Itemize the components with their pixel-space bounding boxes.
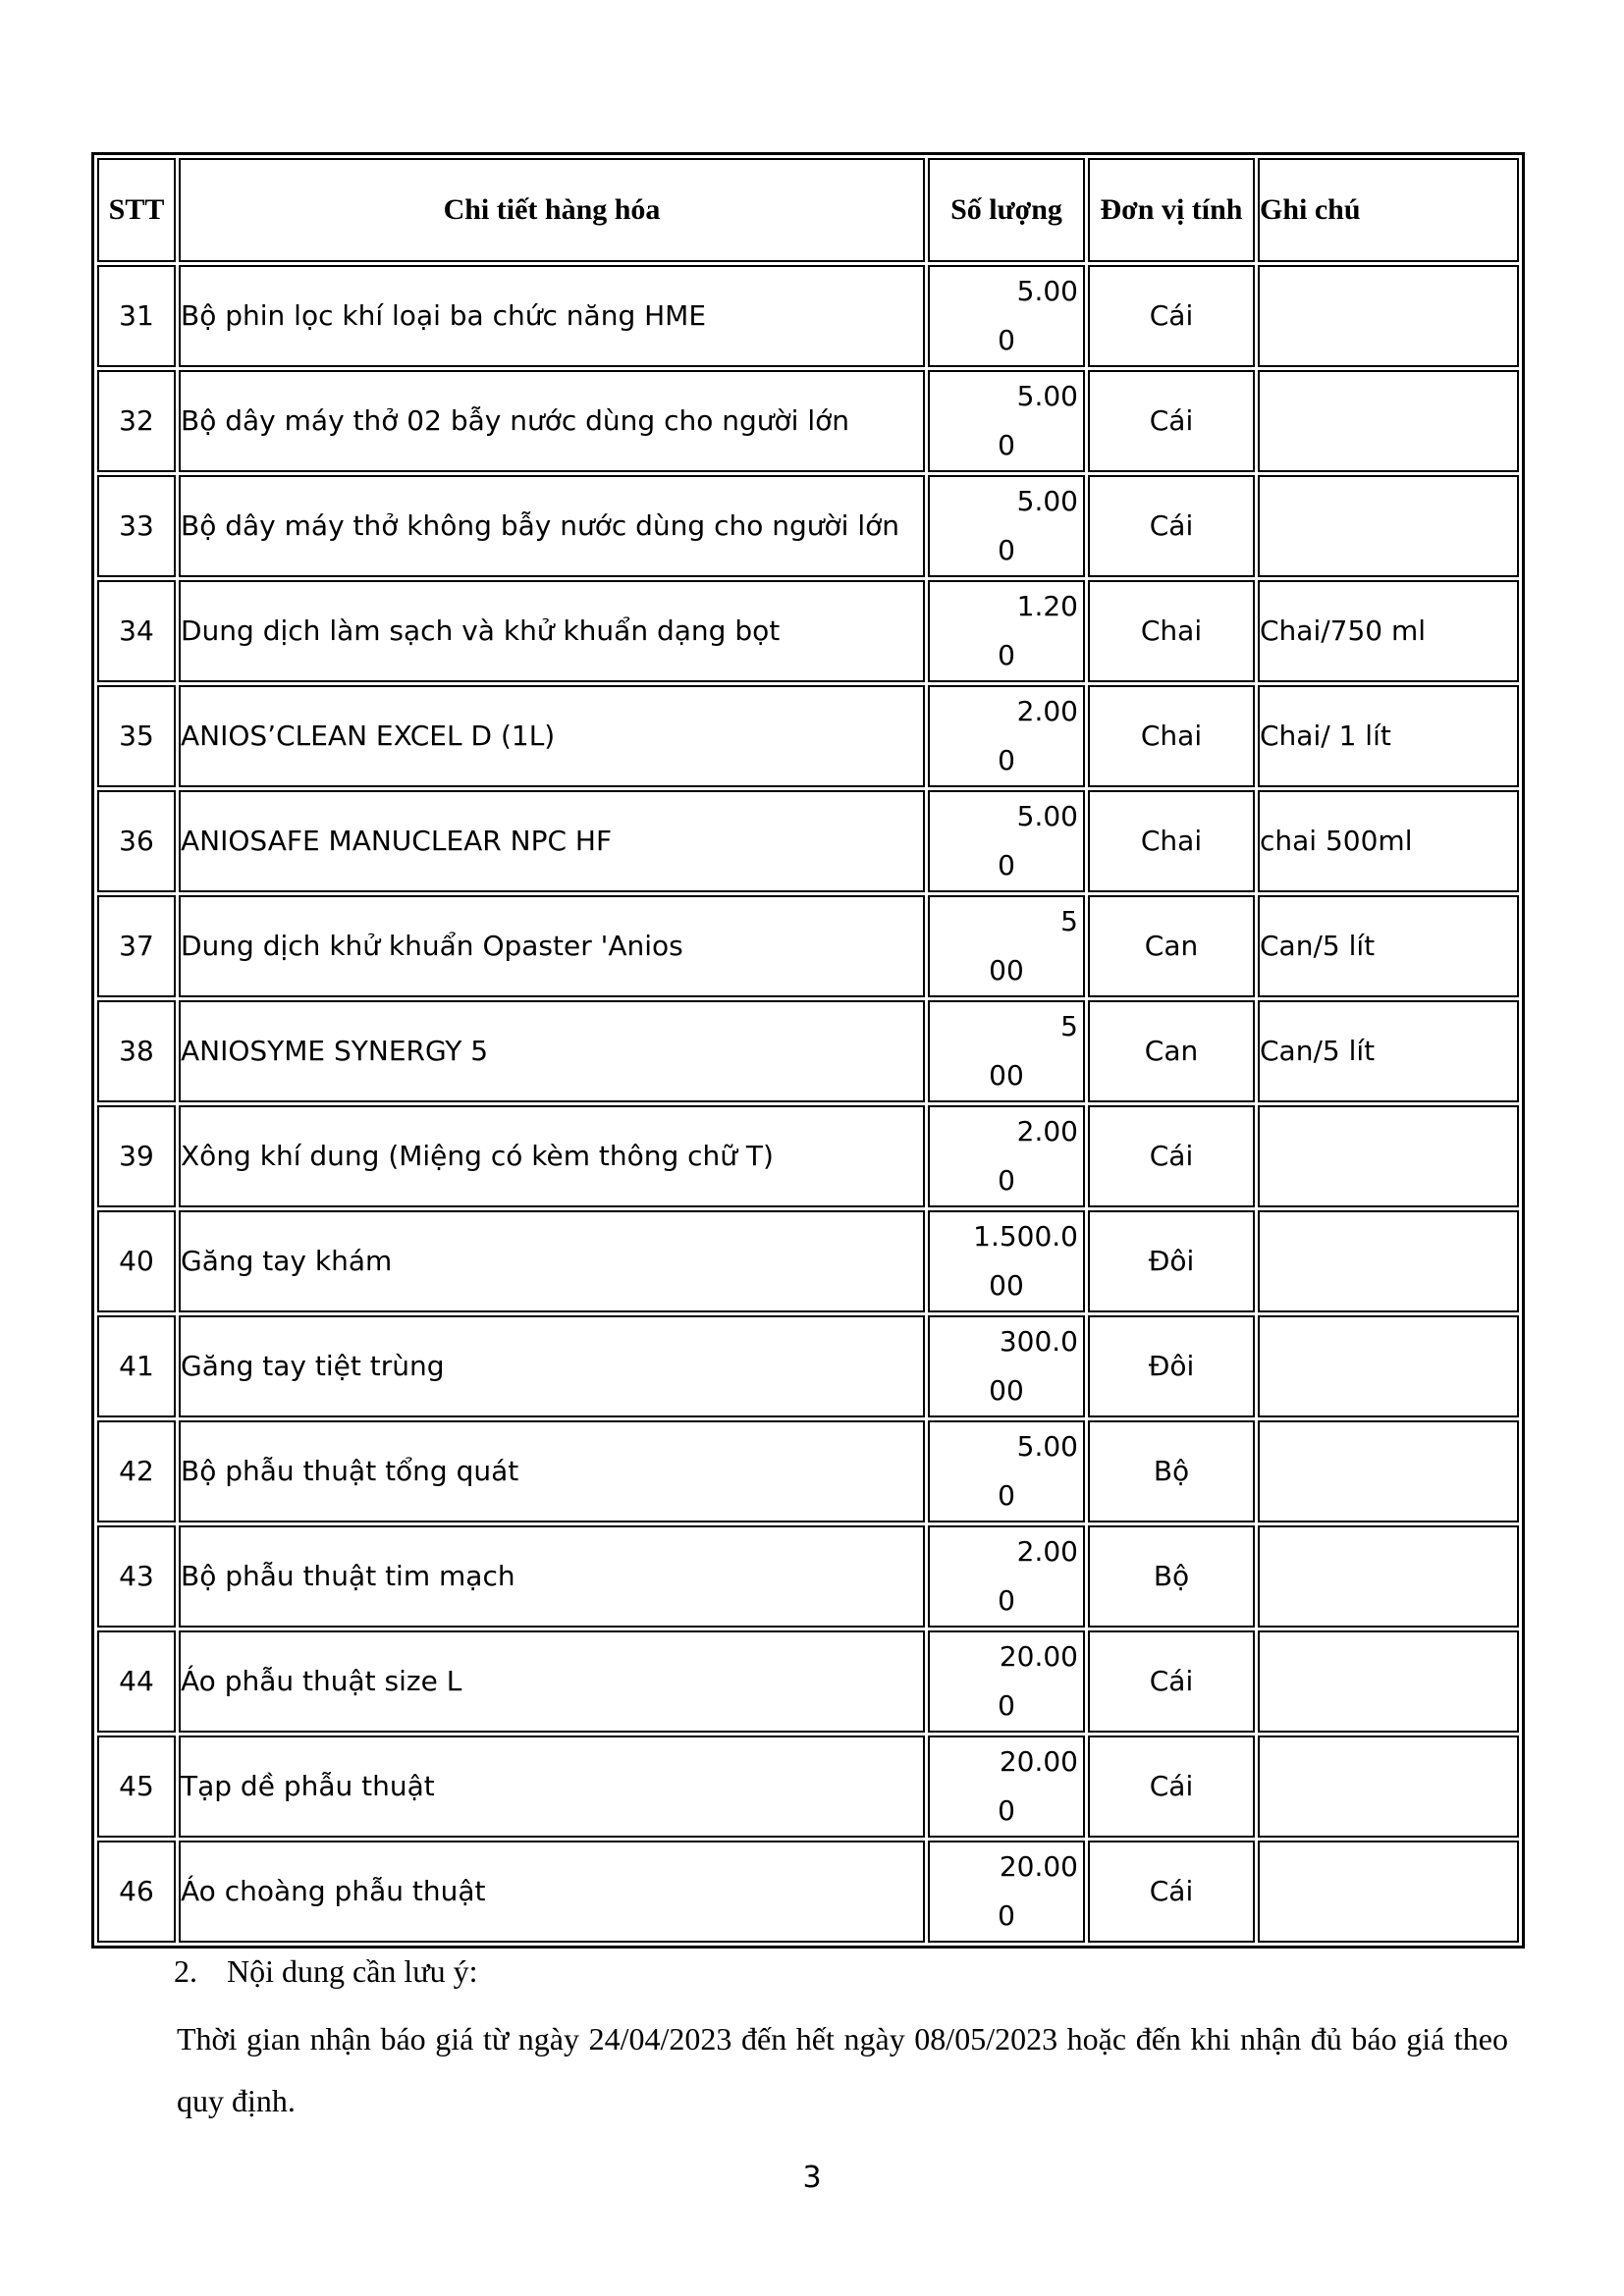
cell-stt: 39: [97, 1105, 176, 1207]
table-row: [97, 1630, 1519, 1733]
cell-note: [1258, 265, 1519, 367]
cell-note: [1258, 1525, 1519, 1628]
cell-unit: Chai: [1088, 685, 1255, 787]
quantity-line-2: 0: [998, 849, 1015, 881]
cell-unit: Can: [1088, 895, 1255, 997]
cell-note: [1258, 1841, 1519, 1943]
cell-unit: Bộ: [1088, 1420, 1255, 1522]
cell-stt: 42: [97, 1420, 176, 1522]
table-row: [97, 1315, 1519, 1417]
quantity-line-1: 5.00: [1016, 275, 1078, 307]
cell-unit: Đôi: [1088, 1315, 1255, 1417]
cell-quantity: [928, 580, 1085, 682]
notes-numbering: 2.: [174, 1953, 197, 1989]
table-row: [97, 475, 1519, 577]
cell-note: [1258, 1735, 1519, 1838]
quantity-line-1: 20.00: [999, 1745, 1078, 1778]
quantity-line-1: 5: [1060, 1010, 1078, 1042]
quantity-line-1: 2.00: [1016, 1115, 1078, 1148]
items-table: [91, 152, 1525, 1949]
table-row: [97, 1210, 1519, 1312]
cell-item: Găng tay khám: [179, 1210, 925, 1312]
cell-item: Dung dịch làm sạch và khử khuẩn dạng bọt: [179, 580, 925, 682]
cell-item: Tạp dề phẫu thuật: [179, 1735, 925, 1838]
cell-unit: Cái: [1088, 265, 1255, 367]
cell-stt: 35: [97, 685, 176, 787]
cell-note: [1258, 475, 1519, 577]
cell-unit: Cái: [1088, 1841, 1255, 1943]
cell-unit: Can: [1088, 1000, 1255, 1102]
table-row: [97, 685, 1519, 787]
quantity-line-1: 300.0: [999, 1325, 1078, 1358]
quantity-line-1: 1.20: [1016, 590, 1078, 622]
header-note: Ghi chú: [1258, 158, 1519, 262]
cell-stt: 41: [97, 1315, 176, 1417]
cell-quantity: [928, 1735, 1085, 1838]
cell-item: Bộ phin lọc khí loại ba chức năng HME: [179, 265, 925, 367]
quantity-line-2: 0: [998, 1689, 1015, 1722]
table-row: [97, 580, 1519, 682]
quantity-line-2: 0: [998, 1584, 1015, 1617]
cell-unit: Cái: [1088, 1630, 1255, 1733]
cell-quantity: [928, 1420, 1085, 1522]
quantity-line-2: 00: [989, 954, 1024, 987]
quantity-line-1: 5.00: [1016, 485, 1078, 517]
cell-stt: 37: [97, 895, 176, 997]
cell-quantity: [928, 370, 1085, 472]
cell-note: [1258, 1420, 1519, 1522]
cell-item: Bộ phẫu thuật tổng quát: [179, 1420, 925, 1522]
quantity-line-1: 5.00: [1016, 380, 1078, 412]
cell-note: Can/5 lít: [1258, 895, 1519, 997]
table-row: [97, 1841, 1519, 1943]
cell-item: Áo phẫu thuật size L: [179, 1630, 925, 1733]
cell-quantity: [928, 265, 1085, 367]
quantity-line-2: 0: [998, 324, 1015, 356]
cell-stt: 38: [97, 1000, 176, 1102]
cell-stt: 46: [97, 1841, 176, 1943]
cell-quantity: [928, 685, 1085, 787]
cell-item: Bộ dây máy thở không bẫy nước dùng cho người lớn: [179, 475, 925, 577]
quantity-line-1: 5: [1060, 905, 1078, 937]
quantity-line-2: 0: [998, 1794, 1015, 1827]
cell-quantity: [928, 1000, 1085, 1102]
quantity-line-1: 5.00: [1016, 1430, 1078, 1463]
table-row: [97, 370, 1519, 472]
cell-stt: 34: [97, 580, 176, 682]
cell-unit: Đôi: [1088, 1210, 1255, 1312]
cell-note: chai 500ml: [1258, 790, 1519, 892]
cell-item: Dung dịch khử khuẩn Opaster 'Anios: [179, 895, 925, 997]
table-row: [97, 1420, 1519, 1522]
cell-quantity: [928, 790, 1085, 892]
cell-quantity: [928, 1105, 1085, 1207]
quantity-line-2: 0: [998, 744, 1015, 776]
table-row: [97, 1105, 1519, 1207]
cell-unit: Cái: [1088, 370, 1255, 472]
header-item: Chi tiết hàng hóa: [179, 158, 925, 262]
cell-quantity: [928, 1841, 1085, 1943]
quantity-line-2: 0: [998, 1479, 1015, 1512]
table-row: [97, 895, 1519, 997]
cell-note: [1258, 1315, 1519, 1417]
cell-note: [1258, 1630, 1519, 1733]
cell-stt: 43: [97, 1525, 176, 1628]
quantity-line-1: 1.500.0: [973, 1220, 1078, 1253]
table-row: [97, 265, 1519, 367]
notes-paragraph: Thời gian nhận báo giá từ ngày 24/04/2023 đến hết ngày 08/05/2023 hoặc đến khi nhận đủ báo giá theo quy định.: [177, 2021, 1508, 2118]
table-row: [97, 1735, 1519, 1838]
cell-stt: 31: [97, 265, 176, 367]
quantity-line-2: 00: [989, 1374, 1024, 1407]
header-stt: STT: [97, 158, 176, 262]
table-row: [97, 1000, 1519, 1102]
cell-item: Bộ phẫu thuật tim mạch: [179, 1525, 925, 1628]
cell-item: Bộ dây máy thở 02 bẫy nước dùng cho người lớn: [179, 370, 925, 472]
cell-item: Xông khí dung (Miệng có kèm thông chữ T): [179, 1105, 925, 1207]
table-body: [97, 265, 1519, 1943]
cell-unit: Chai: [1088, 790, 1255, 892]
notes-heading: [174, 1948, 478, 1995]
cell-quantity: [928, 895, 1085, 997]
cell-item: ANIOSAFE MANUCLEAR NPC HF: [179, 790, 925, 892]
cell-note: [1258, 1210, 1519, 1312]
quantity-line-1: 20.00: [999, 1640, 1078, 1673]
quantity-line-1: 20.00: [999, 1850, 1078, 1883]
cell-item: Áo choàng phẫu thuật: [179, 1841, 925, 1943]
cell-unit: Cái: [1088, 1735, 1255, 1838]
quantity-line-1: 2.00: [1016, 695, 1078, 727]
cell-quantity: [928, 1210, 1085, 1312]
cell-quantity: [928, 475, 1085, 577]
cell-note: Can/5 lít: [1258, 1000, 1519, 1102]
cell-note: Chai/ 1 lít: [1258, 685, 1519, 787]
page-number: 3: [802, 2161, 822, 2195]
cell-note: [1258, 1105, 1519, 1207]
cell-quantity: [928, 1525, 1085, 1628]
header-unit: Đơn vị tính: [1088, 158, 1255, 262]
cell-note: Chai/750 ml: [1258, 580, 1519, 682]
cell-item: ANIOSYME SYNERGY 5: [179, 1000, 925, 1102]
cell-stt: 36: [97, 790, 176, 892]
quantity-line-2: 0: [998, 639, 1015, 671]
quantity-line-2: 0: [998, 429, 1015, 461]
quantity-line-2: 0: [998, 534, 1015, 566]
quantity-line-1: 5.00: [1016, 800, 1078, 832]
cell-unit: Chai: [1088, 580, 1255, 682]
cell-note: [1258, 370, 1519, 472]
quantity-line-1: 2.00: [1016, 1535, 1078, 1568]
table-header-row: [97, 158, 1519, 262]
quantity-line-2: 00: [989, 1059, 1024, 1092]
cell-unit: Bộ: [1088, 1525, 1255, 1628]
cell-stt: 44: [97, 1630, 176, 1733]
cell-quantity: [928, 1630, 1085, 1733]
cell-stt: 45: [97, 1735, 176, 1838]
cell-unit: Cái: [1088, 475, 1255, 577]
notes-title: Nội dung cần lưu ý:: [227, 1953, 478, 1989]
cell-stt: 32: [97, 370, 176, 472]
cell-quantity: [928, 1315, 1085, 1417]
quantity-line-2: 0: [998, 1164, 1015, 1197]
table-row: [97, 1525, 1519, 1628]
quantity-line-2: 00: [989, 1269, 1024, 1302]
cell-unit: Cái: [1088, 1105, 1255, 1207]
cell-stt: 40: [97, 1210, 176, 1312]
quantity-line-2: 0: [998, 1899, 1015, 1932]
cell-item: ANIOS’CLEAN EXCEL D (1L): [179, 685, 925, 787]
cell-item: Găng tay tiệt trùng: [179, 1315, 925, 1417]
table-head: [97, 158, 1519, 262]
table-row: [97, 790, 1519, 892]
header-quantity: Số lượng: [928, 158, 1085, 262]
cell-stt: 33: [97, 475, 176, 577]
